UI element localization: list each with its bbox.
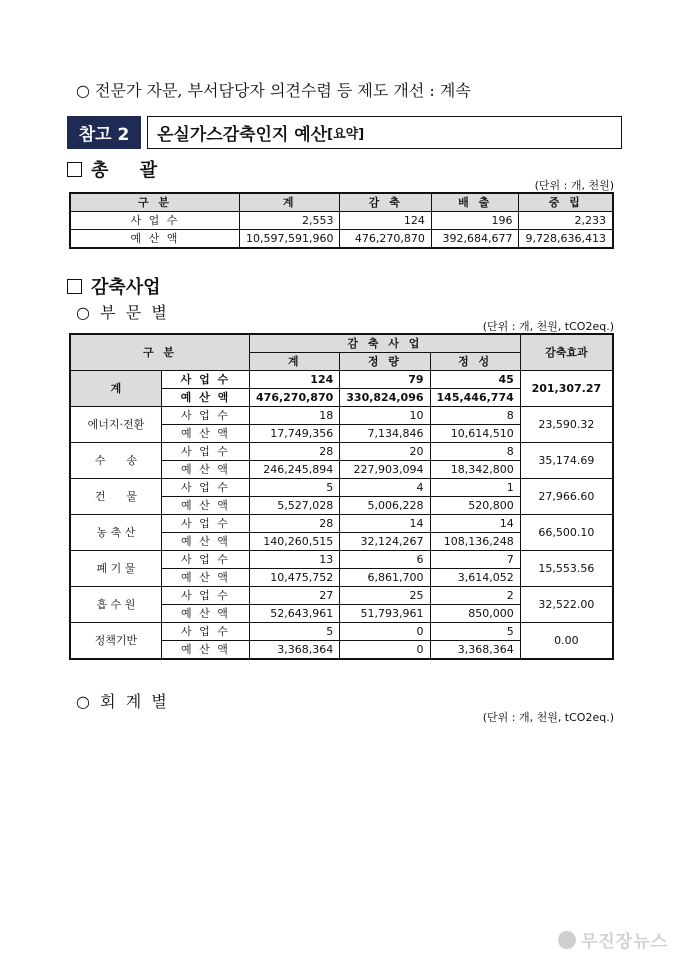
reference-badge: 참고 2 bbox=[67, 116, 141, 149]
cell: 45 bbox=[430, 371, 520, 389]
row-label: 예 산 액 bbox=[161, 389, 249, 407]
by-sector-header-row bbox=[70, 334, 613, 353]
cell: 2,553 bbox=[239, 212, 339, 230]
row-label: 예 산 액 bbox=[161, 461, 249, 479]
cell: 6,861,700 bbox=[340, 569, 430, 587]
watermark bbox=[558, 927, 668, 952]
cell: 520,800 bbox=[430, 497, 520, 515]
row-label: 사 업 수 bbox=[70, 212, 239, 230]
sector-label: 건 물 bbox=[70, 479, 161, 515]
cell: 18 bbox=[250, 407, 340, 425]
row-label: 사 업 수 bbox=[161, 371, 249, 389]
cell: 4 bbox=[340, 479, 430, 497]
row-label: 예 산 액 bbox=[70, 230, 239, 249]
cell: 227,903,094 bbox=[340, 461, 430, 479]
col-header: 계 bbox=[250, 353, 340, 371]
cell: 2,233 bbox=[519, 212, 613, 230]
cell: 196 bbox=[431, 212, 519, 230]
cell: 392,684,677 bbox=[431, 230, 519, 249]
summary-header-cell: 배 출 bbox=[431, 193, 519, 212]
cell: 476,270,870 bbox=[340, 230, 431, 249]
cell: 10,597,591,960 bbox=[239, 230, 339, 249]
sector-effect: 66,500.10 bbox=[520, 515, 613, 551]
by-account-unit: (단위 : 개, 천원, tCO2eq.) bbox=[482, 711, 614, 724]
row-label: 사 업 수 bbox=[161, 623, 249, 641]
cell: 108,136,248 bbox=[430, 533, 520, 551]
sector-label: 농 축 산 bbox=[70, 515, 161, 551]
summary-heading bbox=[67, 156, 157, 182]
col-header: 정 량 bbox=[340, 353, 430, 371]
cell: 2 bbox=[430, 587, 520, 605]
cell: 850,000 bbox=[430, 605, 520, 623]
cell: 9,728,636,413 bbox=[519, 230, 613, 249]
summary-header-cell: 구 분 bbox=[70, 193, 239, 212]
reduction-heading-text: 감축사업 bbox=[91, 277, 161, 298]
cell: 246,245,894 bbox=[250, 461, 340, 479]
by-sector-table bbox=[69, 333, 614, 660]
row-label: 예 산 액 bbox=[161, 641, 249, 660]
summary-header-cell: 계 bbox=[239, 193, 339, 212]
cell: 20 bbox=[340, 443, 430, 461]
cell: 1 bbox=[430, 479, 520, 497]
cell: 10 bbox=[340, 407, 430, 425]
row-label: 예 산 액 bbox=[161, 497, 249, 515]
reference-title-text: 온실가스감축인지 예산 bbox=[157, 125, 328, 145]
sector-label: 에너지·전환 bbox=[70, 407, 161, 443]
sector-effect: 15,553.56 bbox=[520, 551, 613, 587]
sector-count-row bbox=[70, 479, 613, 497]
cell: 14 bbox=[340, 515, 430, 533]
cell: 14 bbox=[430, 515, 520, 533]
table-row bbox=[70, 212, 613, 230]
row-label: 사 업 수 bbox=[161, 551, 249, 569]
cell: 5,527,028 bbox=[250, 497, 340, 515]
cell: 124 bbox=[340, 212, 431, 230]
summary-header-row bbox=[70, 193, 613, 212]
summary-header-cell: 중 립 bbox=[519, 193, 613, 212]
cell: 3,368,364 bbox=[250, 641, 340, 660]
cell: 79 bbox=[340, 371, 430, 389]
cell: 5 bbox=[250, 479, 340, 497]
sector-count-row bbox=[70, 407, 613, 425]
sector-label: 수 송 bbox=[70, 443, 161, 479]
cell: 476,270,870 bbox=[250, 389, 340, 407]
table-row bbox=[70, 230, 613, 249]
cell: 145,446,774 bbox=[430, 389, 520, 407]
summary-heading-text: 총 괄 bbox=[91, 160, 158, 181]
summary-table bbox=[69, 192, 614, 249]
cell: 27 bbox=[250, 587, 340, 605]
reduction-heading bbox=[67, 273, 161, 299]
watermark-logo-icon bbox=[558, 931, 576, 949]
row-label: 사 업 수 bbox=[161, 587, 249, 605]
sector-effect: 0.00 bbox=[520, 623, 613, 660]
row-label: 사 업 수 bbox=[161, 515, 249, 533]
cell: 330,824,096 bbox=[340, 389, 430, 407]
cell: 3,368,364 bbox=[430, 641, 520, 660]
by-sector-subheading: ○ 부 문 별 bbox=[76, 303, 167, 322]
checkbox-square-icon bbox=[67, 162, 82, 177]
summary-unit: (단위 : 개, 천원) bbox=[534, 179, 614, 192]
row-label: 예 산 액 bbox=[161, 569, 249, 587]
cell: 0 bbox=[340, 641, 430, 660]
sector-count-row bbox=[70, 551, 613, 569]
sector-count-row bbox=[70, 623, 613, 641]
cell: 32,124,267 bbox=[340, 533, 430, 551]
cell: 13 bbox=[250, 551, 340, 569]
total-count-row bbox=[70, 371, 613, 389]
row-label: 사 업 수 bbox=[161, 407, 249, 425]
cell: 25 bbox=[340, 587, 430, 605]
category-header: 구 분 bbox=[70, 334, 250, 371]
sector-label: 정책기반 bbox=[70, 623, 161, 660]
cell: 10,475,752 bbox=[250, 569, 340, 587]
summary-header-cell: 감 축 bbox=[340, 193, 431, 212]
col-header: 정 성 bbox=[430, 353, 520, 371]
cell: 6 bbox=[340, 551, 430, 569]
cell: 124 bbox=[250, 371, 340, 389]
sector-effect: 32,522.00 bbox=[520, 587, 613, 623]
effect-header: 감축효과 bbox=[520, 334, 613, 371]
checkbox-square-icon bbox=[67, 279, 82, 294]
row-label: 예 산 액 bbox=[161, 605, 249, 623]
cell: 17,749,356 bbox=[250, 425, 340, 443]
sector-count-row bbox=[70, 443, 613, 461]
reference-title-suffix: [요약] bbox=[327, 127, 365, 142]
row-label: 예 산 액 bbox=[161, 425, 249, 443]
sector-effect: 23,590.32 bbox=[520, 407, 613, 443]
cell: 0 bbox=[340, 623, 430, 641]
total-label: 계 bbox=[70, 371, 161, 407]
cell: 5,006,228 bbox=[340, 497, 430, 515]
sector-effect: 35,174.69 bbox=[520, 443, 613, 479]
cell: 8 bbox=[430, 407, 520, 425]
reference-title bbox=[147, 116, 622, 149]
watermark-text: 무진장뉴스 bbox=[580, 932, 668, 952]
intro-line: ○ 전문가 자문, 부서담당자 의견수렴 등 제도 개선 : 계속 bbox=[76, 81, 471, 100]
cell: 5 bbox=[250, 623, 340, 641]
sector-label: 폐 기 물 bbox=[70, 551, 161, 587]
cell: 7 bbox=[430, 551, 520, 569]
cell: 18,342,800 bbox=[430, 461, 520, 479]
cell: 51,793,961 bbox=[340, 605, 430, 623]
sector-effect: 27,966.60 bbox=[520, 479, 613, 515]
cell: 28 bbox=[250, 515, 340, 533]
cell: 140,260,515 bbox=[250, 533, 340, 551]
cell: 10,614,510 bbox=[430, 425, 520, 443]
cell: 8 bbox=[430, 443, 520, 461]
cell: 28 bbox=[250, 443, 340, 461]
cell: 5 bbox=[430, 623, 520, 641]
group-header: 감 축 사 업 bbox=[250, 334, 521, 353]
by-account-subheading: ○ 회 계 별 bbox=[76, 692, 167, 711]
sector-count-row bbox=[70, 515, 613, 533]
cell: 7,134,846 bbox=[340, 425, 430, 443]
sector-label: 흡 수 원 bbox=[70, 587, 161, 623]
row-label: 사 업 수 bbox=[161, 479, 249, 497]
cell: 52,643,961 bbox=[250, 605, 340, 623]
total-effect: 201,307.27 bbox=[520, 371, 613, 407]
row-label: 예 산 액 bbox=[161, 533, 249, 551]
by-sector-unit: (단위 : 개, 천원, tCO2eq.) bbox=[482, 320, 614, 333]
row-label: 사 업 수 bbox=[161, 443, 249, 461]
sector-count-row bbox=[70, 587, 613, 605]
cell: 3,614,052 bbox=[430, 569, 520, 587]
